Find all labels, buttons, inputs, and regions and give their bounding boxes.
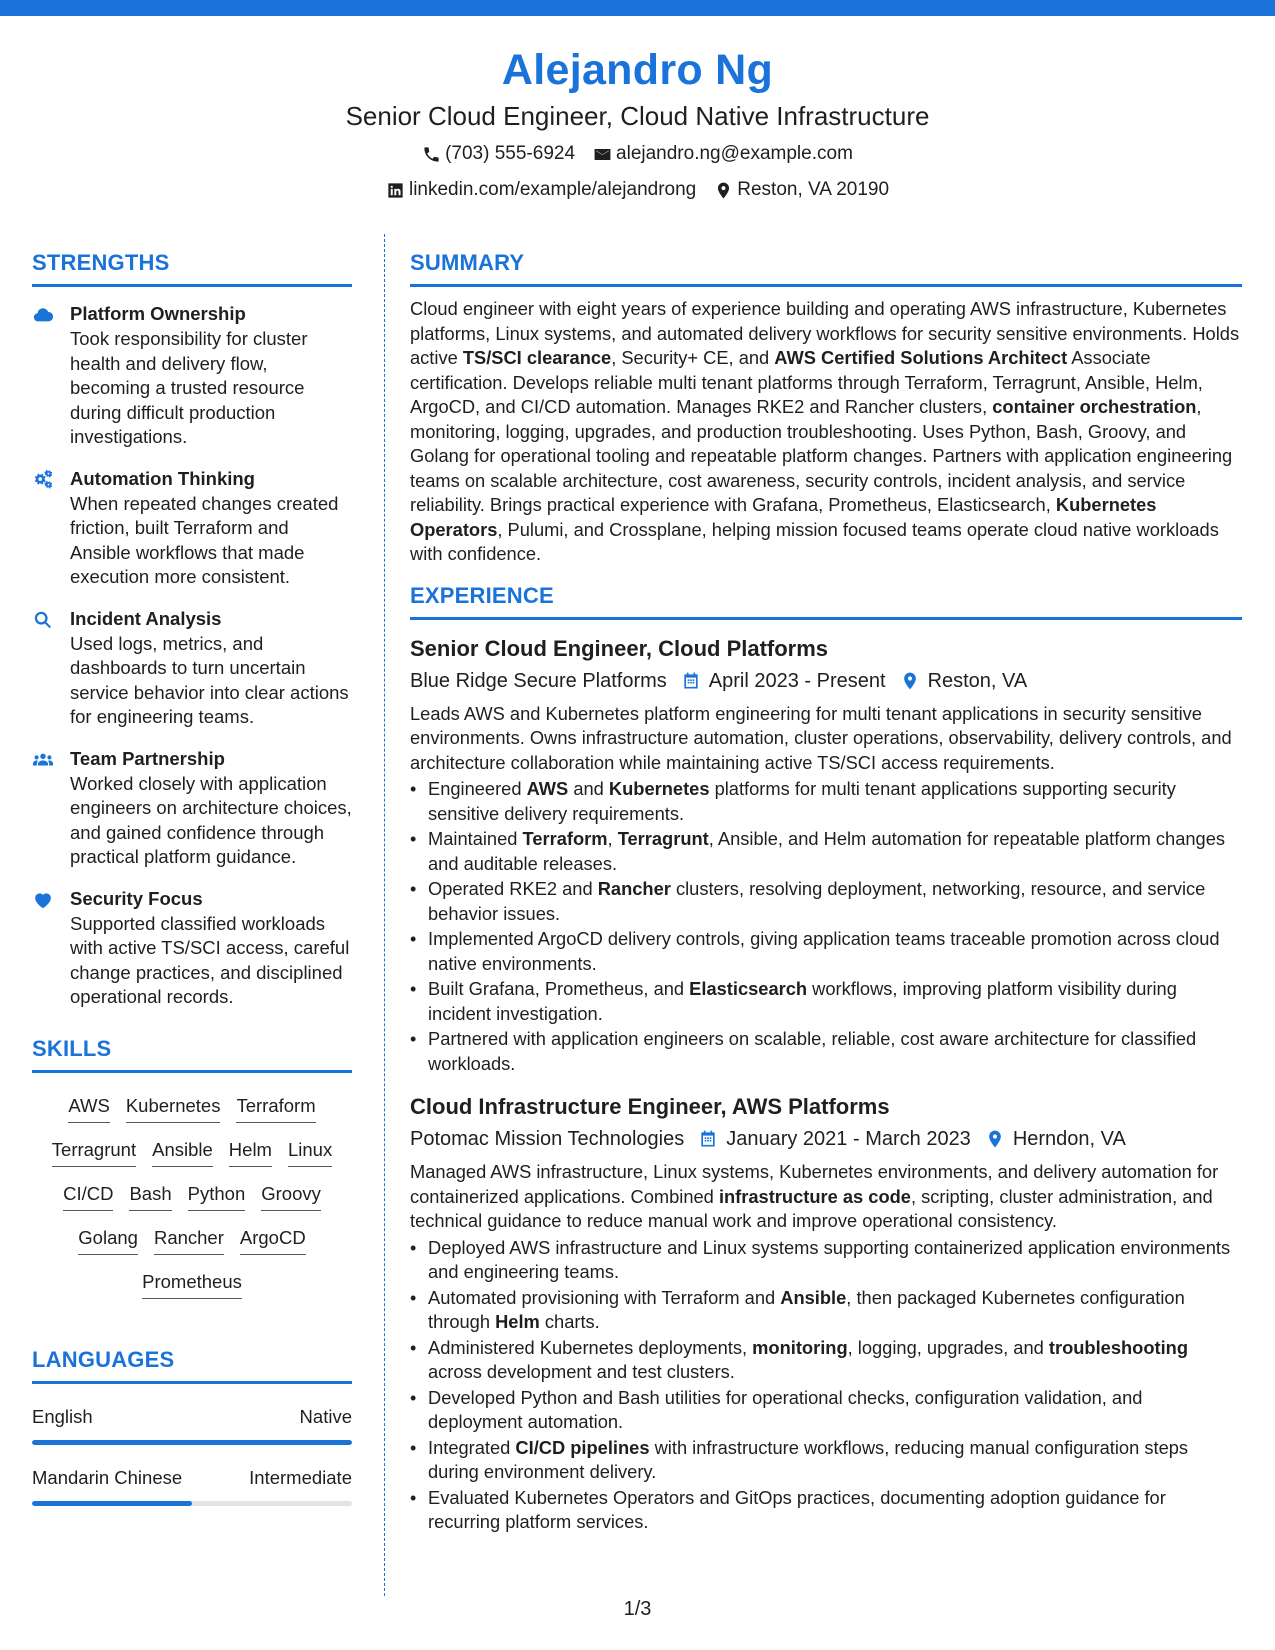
strengths-heading: STRENGTHS [32,250,170,275]
skills-rule [32,1070,352,1073]
gears-icon [32,469,54,491]
list-item: • Engineered AWS and Kubernetes platforms for multi tenant applications supporting security sensitive delivery requirements. [410,777,1242,826]
skill-tag: Terragrunt [52,1137,136,1167]
strength-text: Used logs, metrics, and dashboards to turn uncertain service behavior into clear actions for engineering teams. [70,632,349,727]
summary-heading: SUMMARY [410,250,525,275]
job-dates: January 2021 - March 2023 [726,1128,971,1150]
job-entry [410,634,1242,1077]
skills-heading: SKILLS [32,1035,112,1061]
strengths-section [32,248,352,1010]
strength-item [32,746,352,870]
list-item: • Operated RKE2 and Rancher clusters, resolving deployment, networking, resource, and service behavior issues. [410,877,1242,926]
job-entry [410,1092,1242,1535]
strength-title: Team Partnership [70,747,225,769]
experience-rule [410,617,1242,620]
language-proficiency-bar [32,1440,352,1445]
job-title: Cloud Infrastructure Engineer, AWS Platforms [410,1094,890,1119]
list-item: • Developed Python and Bash utilities for operational checks, configuration validation, and deployment automation. [410,1386,1242,1435]
job-meta [410,1124,1242,1154]
skill-tag: Rancher [154,1225,224,1255]
strength-item [32,886,352,1010]
strength-title: Security Focus [70,887,203,909]
job-description: Managed AWS infrastructure, Linux systems, Kubernetes environments, and delivery automation for containerized applications. Combined infrastructure as code, scripting, cluster administration, and technical guidance to reduce manual work and improve operational consistency. [410,1161,1219,1231]
skill-tag: CI/CD [63,1181,113,1211]
jobs-list [410,634,1242,1535]
map-pin-icon [900,671,920,691]
strengths-rule [32,284,352,287]
job-company: Potomac Mission Technologies [410,1128,685,1150]
linkedin-contact[interactable] [386,174,696,206]
envelope-icon [593,145,612,164]
calendar-icon [698,1129,718,1149]
skill-tag: Python [188,1181,246,1211]
job-dates: April 2023 - Present [708,669,886,692]
candidate-name: Alejandro Ng [501,46,774,94]
contact-row-1 [0,138,1275,170]
job-description: Leads AWS and Kubernetes platform engineering for multi tenant applications in security sensitive environments. Owns infrastructure automation, cluster operations, observability, delivery controls, and architecture collaboration while maintaining active TS/SCI access requirements. [410,702,1232,773]
language-level: Native [299,1405,352,1427]
skill-tag: Golang [78,1225,138,1255]
strength-text: When repeated changes created friction, built Terraform and Ansible workflows that made execution more consistent. [70,492,339,587]
top-accent-bar [0,0,1275,16]
job-bullets [410,1236,1242,1535]
list-item: • Integrated CI/CD pipelines with infrastructure workflows, reducing manual configuration steps during environment delivery. [410,1436,1242,1485]
strength-text: Worked closely with application engineers on architecture choices, and gained confidence through practical platform guidance. [70,772,352,867]
strength-item [32,466,352,590]
list-item: • Automated provisioning with Terraform and Ansible, then packaged Kubernetes configuration through Helm charts. [410,1286,1242,1335]
users-icon [32,749,54,771]
language-name: Mandarin Chinese [32,1466,183,1488]
skill-tag: Helm [229,1137,272,1167]
list-item: • Implemented ArgoCD delivery controls, giving application teams traceable promotion across cloud native environments. [410,927,1242,976]
strength-item [32,606,352,730]
language-proficiency-bar [32,1501,352,1506]
list-item: • Deployed AWS infrastructure and Linux systems supporting containerized application environments and engineering teams. [410,1236,1242,1285]
skill-tag: Terraform [236,1093,315,1123]
strength-title: Incident Analysis [70,607,222,629]
calendar-icon [681,671,701,691]
resume-header [0,42,1275,206]
strength-title: Platform Ownership [70,303,246,324]
location-text: Reston, VA 20190 [737,179,890,200]
email-text[interactable]: alejandro.ng@example.com [616,143,853,164]
skill-tag: AWS [68,1093,109,1123]
skill-tag: Groovy [261,1181,321,1211]
skill-tag: Ansible [152,1137,213,1167]
skill-tag: ArgoCD [240,1225,306,1255]
language-item [32,1465,352,1506]
right-column [410,248,1242,1536]
strength-text: Took responsibility for cluster health and delivery flow, becoming a trusted resource during difficult production investigations. [70,328,308,447]
languages-heading: LANGUAGES [32,1346,175,1372]
phone-contact [422,138,575,170]
language-item [32,1404,352,1445]
left-column [32,248,352,1506]
search-icon [32,609,54,631]
language-proficiency-fill [32,1501,192,1506]
location-contact [714,174,889,206]
linkedin-icon [386,181,405,200]
language-level: Intermediate [249,1466,352,1488]
phone-icon [422,145,441,164]
list-item: • Evaluated Kubernetes Operators and GitOps practices, documenting adoption guidance for recurring platform services. [410,1486,1242,1535]
summary-text: Cloud engineer with eight years of experience building and operating AWS infrastructure, Kubernetes platforms, Linux systems, and automated delivery workflows for security sensitive environments. Holds active TS/SCI clearance, Security+ CE, and AWS Certified Solutions Architect Associate certification. Develops reliable multi tenant platforms through Terraform, Terragrunt, Ansible, Helm, ArgoCD, and CI/CD automation. Manages RKE2 and Rancher clusters, container orchestration, monitoring, logging, upgrades, and production troubleshooting. Uses Python, Bash, Groovy, and Golang for operational tooling and repeatable platform changes. Partners with application engineering teams on scalable architecture, cost awareness, security controls, incident analysis, and service reliability. Brings practical experience with Grafana, Prometheus, Elasticsearch, Kubernetes Operators, Pulumi, and Crossplane, helping mission focused teams operate cloud native workloads with confidence. [410,298,1240,564]
skill-tag: Prometheus [142,1269,242,1299]
job-bullets [410,777,1242,1076]
list-item: • Administered Kubernetes deployments, monitoring, logging, upgrades, and troubleshooting across development and test clusters. [410,1336,1242,1385]
contact-row-2 [0,174,1275,206]
experience-heading: EXPERIENCE [410,582,554,608]
job-title: Senior Cloud Engineer, Cloud Platforms [410,635,829,661]
strength-title: Automation Thinking [70,467,255,489]
languages-list [32,1404,352,1506]
skill-tag: Kubernetes [126,1093,221,1123]
map-pin-icon [985,1129,1005,1149]
job-meta [410,666,1242,696]
job-location: Herndon, VA [1012,1128,1126,1150]
cloud-icon [32,304,54,326]
languages-rule [32,1381,352,1384]
strength-text: Supported classified workloads with active TS/SCI access, careful change practices, and disciplined operational records. [70,912,350,1007]
list-item: • Maintained Terraform, Terragrunt, Ansible, and Helm automation for repeatable platform changes and auditable releases. [410,827,1242,876]
job-location: Reston, VA [927,669,1028,692]
page-number: 1/3 [623,1598,652,1620]
skills-list [32,1087,352,1307]
skills-section [32,1034,352,1307]
map-pin-icon [714,181,733,200]
skill-tag: Linux [288,1137,332,1167]
strength-item [32,301,352,450]
linkedin-text[interactable]: linkedin.com/example/alejandrong [408,179,697,200]
list-item: • Partnered with application engineers on scalable, reliable, cost aware architecture for classified workloads. [410,1027,1242,1076]
language-proficiency-fill [32,1440,352,1445]
email-contact[interactable] [593,138,853,170]
skill-tag: Bash [129,1181,171,1211]
heart-icon [32,889,54,911]
summary-rule [410,284,1242,287]
column-divider [384,234,385,1596]
strengths-list [32,301,352,1010]
phone-text: (703) 555-6924 [445,143,576,164]
language-name: English [32,1405,93,1427]
list-item: • Built Grafana, Prometheus, and Elasticsearch workflows, improving platform visibility during incident investigation. [410,977,1242,1026]
summary-section [410,248,1242,567]
languages-section [32,1345,352,1506]
job-company: Blue Ridge Secure Platforms [410,669,667,692]
experience-section [410,581,1242,1535]
candidate-title: Senior Cloud Engineer, Cloud Native Infrastructure [345,101,930,131]
